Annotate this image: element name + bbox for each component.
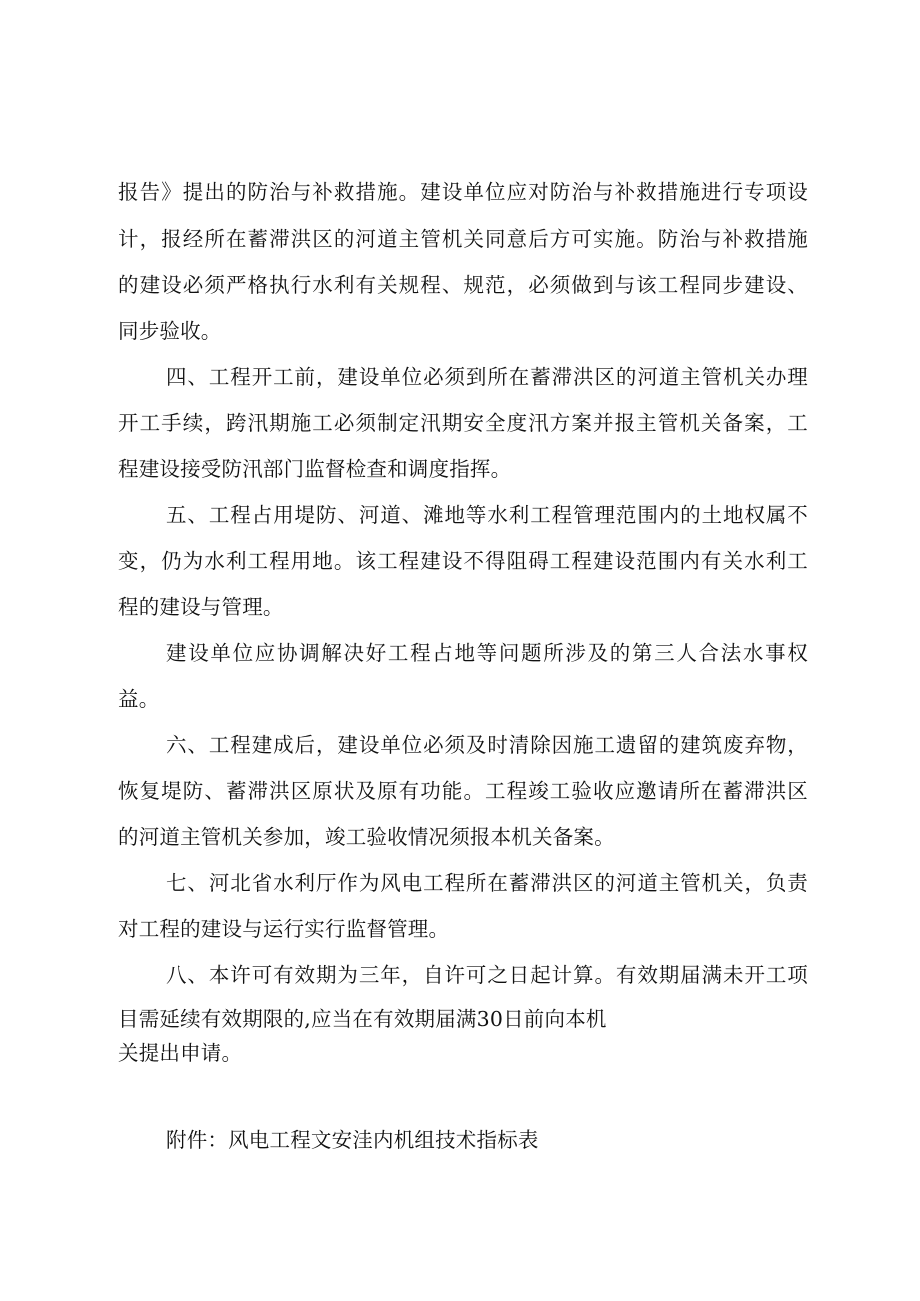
paragraph-line: 的建设必须严格执行水利有关规程、规范，必须做到与该工程同步建设、 (118, 273, 808, 297)
paragraph-line: 六、工程建成后，建设单位必须及时清除因施工遗留的建筑废弃物， (166, 733, 808, 757)
paragraph-line: 目需延续有效期限的,应当在有效期届满30日前向本机 (118, 1007, 607, 1031)
paragraph-line: 七、河北省水利厅作为风电工程所在蓄滞洪区的河道主管机关，负责 (166, 871, 808, 895)
attachment-note: 附件：风电工程文安洼内机组技术指标表 (166, 1128, 539, 1152)
paragraph-line: 四、工程开工前，建设单位必须到所在蓄滞洪区的河道主管机关办理 (166, 365, 808, 389)
paragraph-line: 开工手续，跨汛期施工必须制定汛期安全度汛方案并报主管机关备案，工 (118, 411, 808, 435)
paragraph-line: 对工程的建设与运行实行监督管理。 (118, 917, 450, 941)
paragraph-line: 报告》提出的防治与补救措施。建设单位应对防治与补救措施进行专项设 (118, 180, 808, 204)
paragraph-line: 恢复堤防、蓄滞洪区原状及原有功能。工程竣工验收应邀请所在蓄滞洪区 (118, 779, 808, 803)
paragraph-line: 益。 (118, 687, 160, 711)
paragraph-line: 同步验收。 (118, 319, 222, 343)
paragraph-line: 八、本许可有效期为三年，自许可之日起计算。有效期届满未开工项 (166, 963, 808, 987)
paragraph-line: 变，仍为水利工程用地。该工程建设不得阻碍工程建设范围内有关水利工 (118, 549, 808, 573)
paragraph-line: 的河道主管机关参加，竣工验收情况须报本机关备案。 (118, 825, 615, 849)
paragraph-line: 关提出申请。 (118, 1041, 243, 1065)
paragraph-line: 五、工程占用堤防、河道、滩地等水利工程管理范围内的土地权属不 (166, 503, 808, 527)
paragraph-line: 建设单位应协调解决好工程占地等问题所涉及的第三人合法水事权 (166, 641, 808, 665)
paragraph-line: 程的建设与管理。 (118, 595, 284, 619)
paragraph-line: 计，报经所在蓄滞洪区的河道主管机关同意后方可实施。防治与补救措施 (118, 227, 808, 251)
paragraph-line: 程建设接受防汛部门监督检查和调度指挥。 (118, 457, 512, 481)
